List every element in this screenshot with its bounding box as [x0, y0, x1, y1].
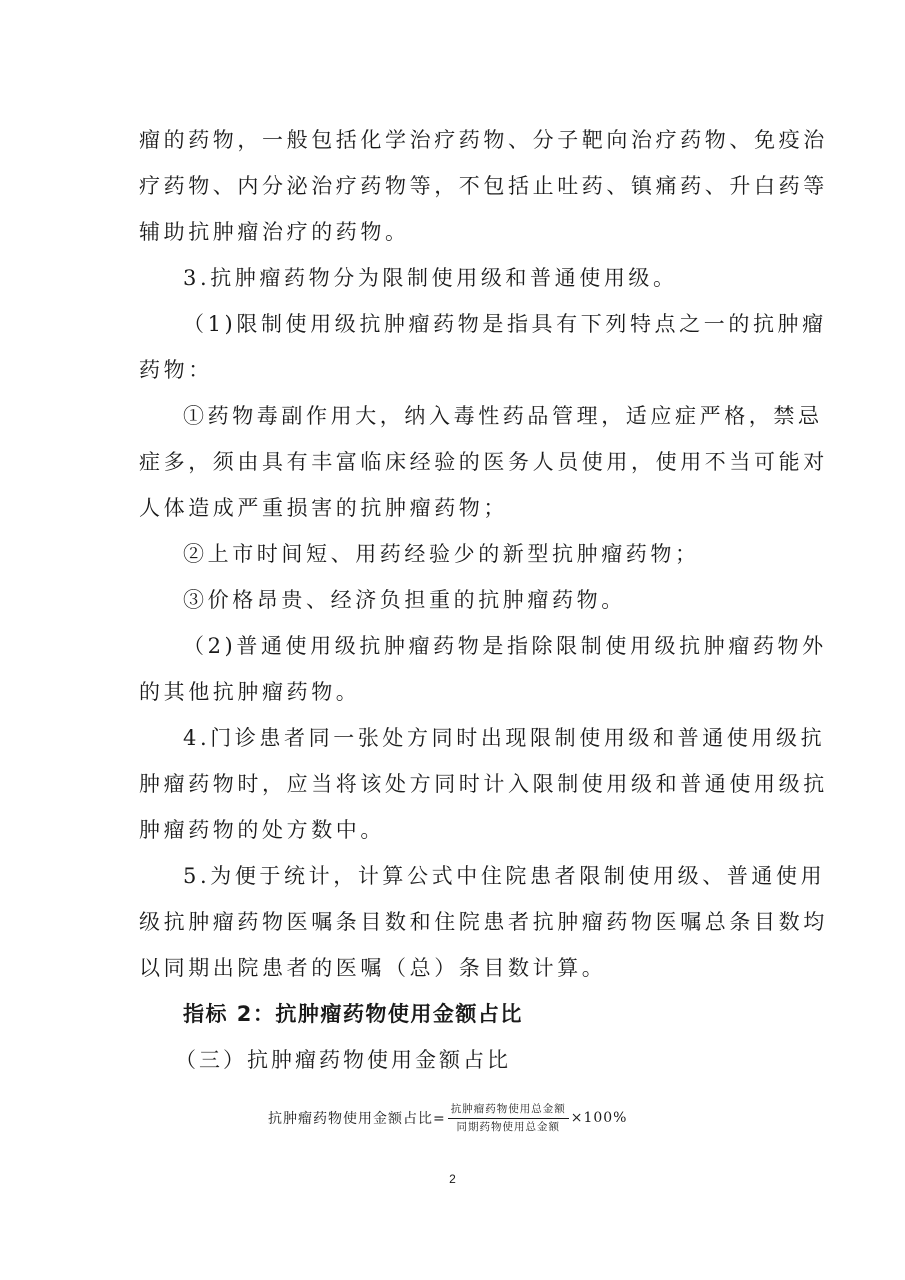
body-line-11: ③价格昂贵、经济负担重的抗肿瘤药物。 [183, 588, 626, 612]
body-line-10: ②上市时间短、用药经验少的新型抗肿瘤药物； [183, 542, 700, 566]
body-line-13: 的其他抗肿瘤药物。 [139, 680, 361, 704]
body-line-8: 症多，须由具有丰富临床经验的医务人员使用，使用不当可能对 [139, 450, 828, 474]
body-line-4: 3.抗肿瘤药物分为限制使用级和普通使用级。 [183, 266, 678, 290]
body-line-9: 人体造成严重损害的抗肿瘤药物； [139, 496, 508, 520]
body-line-7: ①药物毒副作用大，纳入毒性药品管理，适应症严格，禁忌 [183, 404, 823, 428]
section-heading: （三）抗肿瘤药物使用金额占比 [175, 1048, 511, 1072]
body-line-15: 肿瘤药物时，应当将该处方同时计入限制使用级和普通使用级抗 [139, 772, 828, 796]
body-line-18: 级抗肿瘤药物医嘱条目数和住院患者抗肿瘤药物医嘱总条目数均 [139, 910, 828, 934]
body-line-3: 辅助抗肿瘤治疗的药物。 [139, 220, 410, 244]
body-line-12: （2)普通使用级抗肿瘤药物是指除限制使用级抗肿瘤药物外 [183, 634, 827, 658]
body-line-1: 瘤的药物，一般包括化学治疗药物、分子靶向治疗药物、免疫治 [139, 128, 828, 152]
formula-multiplier: ×100% [570, 1110, 628, 1126]
indicator-heading: 指标 2：抗肿瘤药物使用金额占比 [183, 1002, 523, 1026]
body-line-6: 药物： [139, 358, 213, 382]
percentage-formula [268, 1100, 628, 1136]
body-line-19: 以同期出院患者的医嘱（总）条目数计算。 [139, 956, 607, 980]
formula-numerator: 抗肿瘤药物使用总金额 [450, 1102, 566, 1115]
page-number: 2 [449, 1172, 456, 1186]
body-line-5: （1)限制使用级抗肿瘤药物是指具有下列特点之一的抗肿瘤 [183, 312, 827, 336]
body-line-17: 5.为便于统计，计算公式中住院患者限制使用级、普通使用 [183, 864, 826, 888]
body-line-2: 疗药物、内分泌治疗药物等，不包括止吐药、镇痛药、升白药等 [139, 174, 828, 198]
body-line-14: 4.门诊患者同一张处方同时出现限制使用级和普通使用级抗 [183, 726, 826, 750]
body-line-16: 肿瘤药物的处方数中。 [139, 818, 385, 842]
formula-label: 抗肿瘤药物使用金额占比= [268, 1111, 446, 1127]
formula-denominator: 同期药物使用总金额 [456, 1120, 560, 1133]
fraction-bar [448, 1118, 569, 1119]
formula-fraction [448, 1103, 569, 1134]
